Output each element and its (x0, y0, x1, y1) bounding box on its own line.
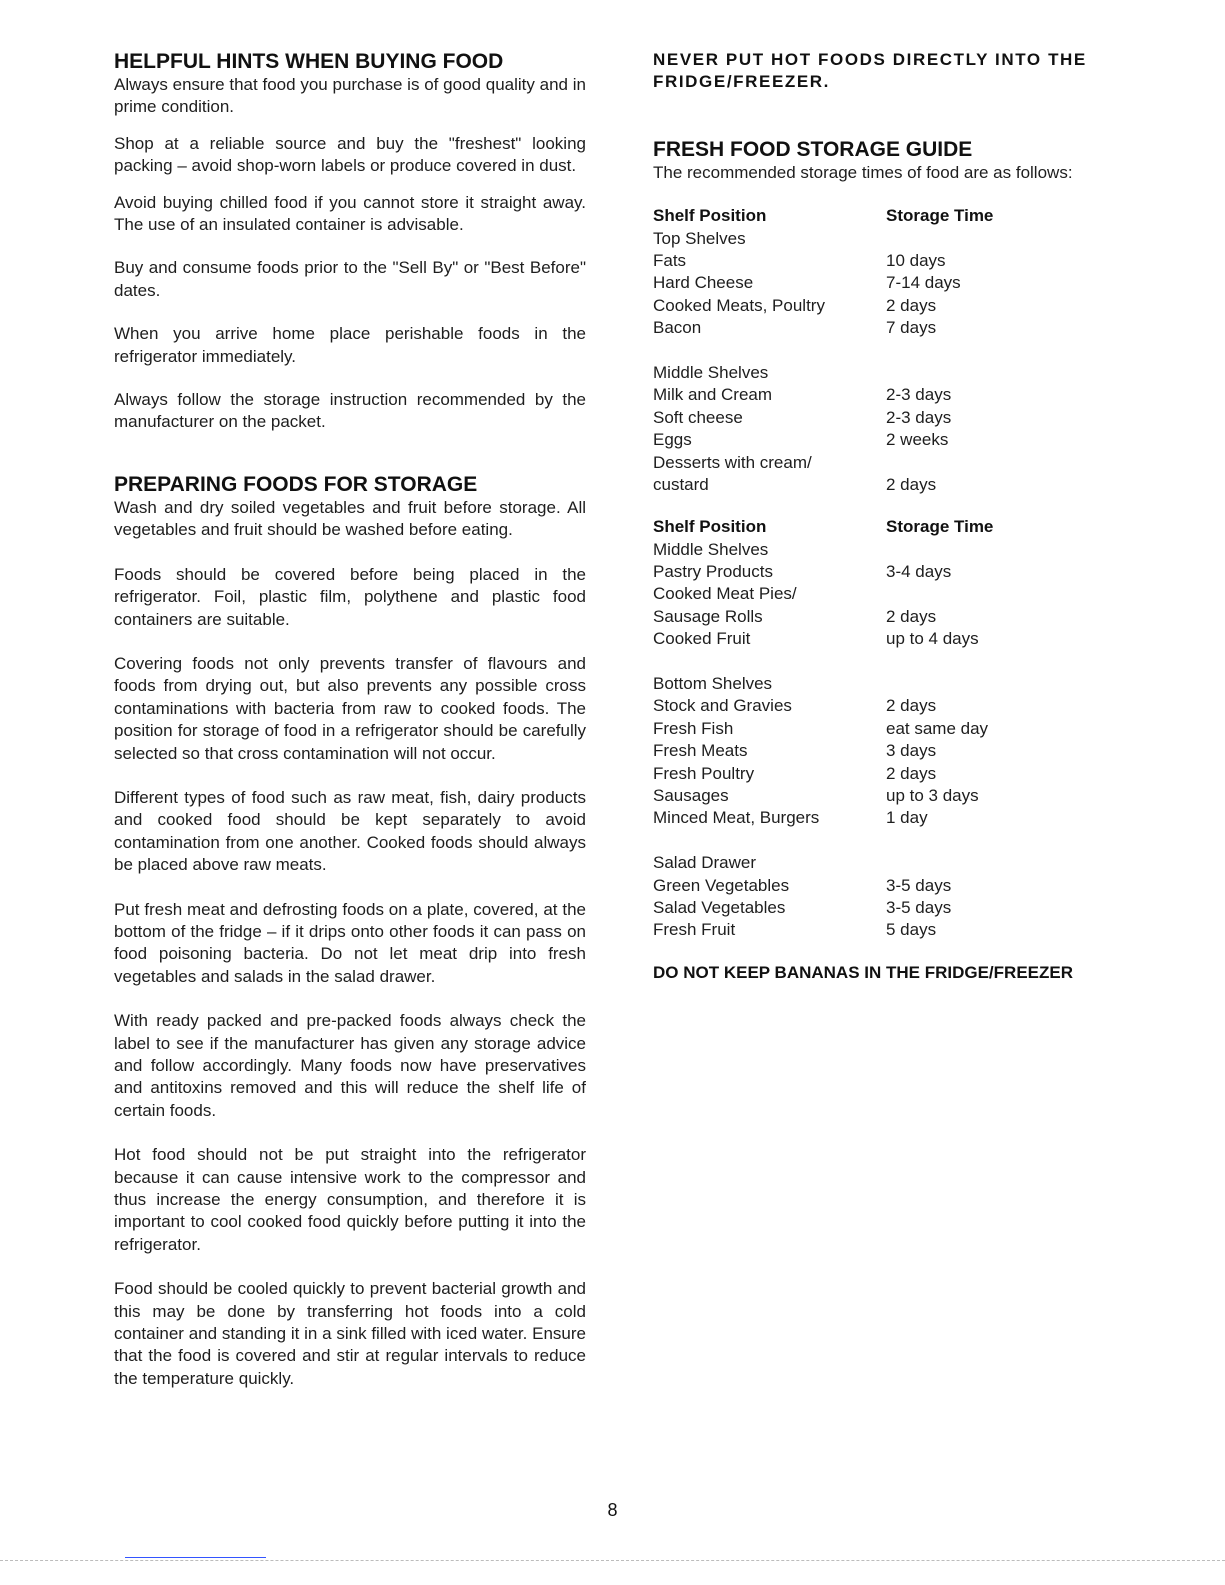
time-cell: 7-14 days (886, 273, 961, 293)
shelf-cell: Fresh Poultry (653, 763, 755, 783)
shelf-position-header: Shelf Position (653, 517, 767, 537)
guide-heading: FRESH FOOD STORAGE GUIDE (653, 137, 973, 161)
shelf-cell: Green Vegetables (653, 875, 790, 895)
time-cell: 7 days (886, 318, 937, 338)
table-row (653, 340, 1123, 362)
time-cell: 1 day (886, 808, 928, 828)
prep-paragraph: Hot food should not be put straight into the refrigerator because it can cause intensive work to the compressor and thus increase the energy consumption, and therefore it is important to cool cooked food quickly before putting it into the refrigerator. (114, 1145, 586, 1254)
shelf-cell: Salad Drawer (653, 853, 756, 873)
shelf-cell: Salad Vegetables (653, 897, 786, 917)
table-row (653, 875, 1123, 897)
shelf-cell: custard (653, 474, 709, 494)
shelf-cell: Middle Shelves (653, 362, 769, 382)
table-row (653, 429, 1123, 451)
table-row (653, 785, 1123, 807)
hint-paragraph: Always ensure that food you purchase is of good quality and in prime condition. (114, 75, 586, 117)
prep-paragraph: Food should be cooled quickly to prevent bacterial growth and this may be done by transferring hot foods into a cold container and standing it in a sink filled with iced water. Ensure that the food is covered and stir at regular intervals to reduce the temperature quickly. (114, 1279, 586, 1388)
hint-paragraph: Always follow the storage instruction recommended by the manufacturer on the packet. (114, 390, 586, 432)
storage-time-header: Storage Time (886, 517, 994, 537)
prep-paragraph: Covering foods not only prevents transfer of flavours and foods from drying out, but also prevents any possible cross contaminations with bacteria from raw to cooked foods. The position for storage of food in a refrigerator should be carefully selected so that cross contamination will not occur. (114, 653, 586, 763)
shelf-cell: Fresh Fish (653, 718, 734, 738)
shelf-cell: Fats (653, 251, 687, 270)
shelf-cell (653, 340, 886, 362)
warning-line: FRIDGE/FREEZER. (653, 72, 831, 92)
shelf-cell: Bacon (653, 318, 702, 338)
time-cell: 2-3 days (886, 407, 952, 427)
shelf-cell: Hard Cheese (653, 273, 754, 293)
shelf-cell: Eggs (653, 430, 692, 450)
time-cell: 5 days (886, 920, 937, 940)
shelf-cell: Minced Meat, Burgers (653, 808, 820, 828)
shelf-cell (653, 651, 886, 673)
table-row (653, 561, 1123, 583)
time-cell: up to 4 days (886, 629, 979, 649)
prep-paragraph: Different types of food such as raw meat, fish, dairy products and cooked food should be kept separately to avoid contamination from one another. Cooked foods should always be placed above raw meats. (114, 787, 586, 875)
time-cell: 2 days (886, 763, 937, 783)
prep-paragraph: With ready packed and pre-packed foods always check the label to see if the manufacturer has given any storage advice and follow accordingly. Many foods now have preservatives and antitoxins removed and this will reduce the shelf life of certain foods. (114, 1011, 586, 1120)
table-row (653, 250, 1123, 272)
table-row (653, 407, 1123, 429)
hint-paragraph: When you arrive home place perishable foods in the refrigerator immediately. (114, 324, 586, 366)
table-row (653, 807, 1123, 829)
hint-paragraph: Avoid buying chilled food if you cannot store it straight away. The use of an insulated container is advisable. (114, 192, 586, 235)
shelf-cell: Soft cheese (653, 407, 743, 427)
table-row (653, 695, 1123, 717)
table-row (653, 606, 1123, 628)
guide-intro: The recommended storage times of food are as follows: (653, 162, 1073, 182)
time-cell: 2 weeks (886, 430, 949, 450)
time-cell: 3 days (886, 741, 937, 761)
table-row (653, 740, 1123, 762)
time-cell: 2 days (886, 295, 937, 315)
table-row (653, 539, 1123, 561)
time-cell: eat same day (886, 718, 989, 738)
table-header (653, 205, 1123, 227)
time-cell: 2-3 days (886, 385, 952, 405)
time-cell: 2 days (886, 696, 937, 716)
shelf-cell: Sausage Rolls (653, 606, 763, 626)
shelf-position-header: Shelf Position (653, 206, 767, 226)
storage-table-2 (653, 516, 1123, 941)
shelf-cell: Top Shelves (653, 228, 746, 248)
right-column (653, 0, 1123, 984)
warning-line: NEVER PUT HOT FOODS DIRECTLY INTO THE (653, 50, 1087, 69)
hint-paragraph: Buy and consume foods prior to the "Sell By" or "Best Before" dates. (114, 258, 586, 300)
shelf-cell: Milk and Cream (653, 385, 773, 405)
footer-link-underline (125, 1557, 266, 1558)
bananas-warning: DO NOT KEEP BANANAS IN THE FRIDGE/FREEZER (653, 962, 1073, 982)
storage-table-1 (653, 205, 1123, 496)
time-cell: up to 3 days (886, 785, 979, 805)
shelf-cell: Pastry Products (653, 562, 773, 582)
table-row (653, 830, 1123, 852)
time-cell: 3-5 days (886, 897, 952, 917)
shelf-cell (653, 830, 886, 852)
shelf-cell: Sausages (653, 785, 729, 805)
shelf-cell: Desserts with cream/ (653, 452, 812, 472)
shelf-cell: Stock and Gravies (653, 696, 792, 716)
table-row (653, 295, 1123, 317)
table-row (653, 852, 1123, 874)
time-cell: 2 days (886, 474, 937, 494)
shelf-cell: Fresh Meats (653, 741, 748, 761)
table-row (653, 718, 1123, 740)
table-row (653, 384, 1123, 406)
hint-paragraph: Shop at a reliable source and buy the "freshest" looking packing – avoid shop-worn labels or produce covered in dust. (114, 133, 586, 176)
table-row (653, 474, 1123, 496)
table-row (653, 272, 1123, 294)
table-row (653, 651, 1123, 673)
prep-paragraph: Wash and dry soiled vegetables and fruit before storage. All vegetables and fruit should be washed before eating. (114, 497, 586, 540)
shelf-cell: Fresh Fruit (653, 920, 736, 940)
shelf-cell: Bottom Shelves (653, 674, 773, 694)
table-row (653, 763, 1123, 785)
table-row (653, 919, 1123, 941)
left-column (114, 0, 586, 1390)
shelf-cell: Cooked Meat Pies/ (653, 584, 797, 604)
table-row (653, 583, 1123, 605)
hot-food-warning (653, 49, 1123, 94)
table-row (653, 362, 1123, 384)
table-header (653, 516, 1123, 538)
table-row (653, 628, 1123, 650)
table-row (653, 897, 1123, 919)
table-row (653, 673, 1123, 695)
shelf-cell: Cooked Fruit (653, 629, 751, 649)
shelf-cell: Middle Shelves (653, 539, 769, 559)
prep-heading: PREPARING FOODS FOR STORAGE (114, 472, 478, 496)
hints-heading: HELPFUL HINTS WHEN BUYING FOOD (114, 50, 504, 73)
table-row (653, 228, 1123, 250)
table-row (653, 317, 1123, 339)
time-cell: 3-5 days (886, 875, 952, 895)
time-cell: 10 days (886, 251, 946, 270)
prep-paragraph: Foods should be covered before being placed in the refrigerator. Foil, plastic film, polythene and plastic food containers are suitable. (114, 564, 586, 629)
footer-divider (0, 1560, 1225, 1561)
shelf-cell: Cooked Meats, Poultry (653, 295, 825, 315)
time-cell: 3-4 days (886, 562, 952, 582)
storage-time-header: Storage Time (886, 206, 994, 226)
table-row (653, 452, 1123, 474)
prep-paragraph: Put fresh meat and defrosting foods on a plate, covered, at the bottom of the fridge – if it drips onto other foods it can pass on food poisoning bacteria. Do not let meat drip into fresh vegetables and salads in the salad drawer. (114, 899, 586, 986)
page-number: 8 (607, 1500, 618, 1520)
time-cell: 2 days (886, 606, 937, 626)
